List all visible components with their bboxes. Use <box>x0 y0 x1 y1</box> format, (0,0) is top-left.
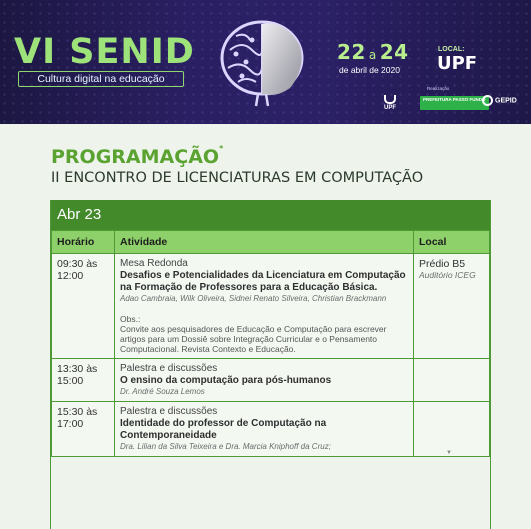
upf-logo-icon <box>375 95 405 115</box>
date-connector: a <box>368 48 377 62</box>
activity-kind: Palestra e discussões <box>120 363 218 374</box>
table-row <box>52 254 490 359</box>
gepid-ring-icon <box>482 95 493 106</box>
event-title: VI SENID <box>14 32 195 72</box>
place-detail: Auditório ICEG <box>419 270 476 280</box>
realizacao-label: Realização <box>427 86 450 91</box>
schedule-table <box>50 200 491 529</box>
place-cell <box>414 402 490 457</box>
date-start: 22 <box>337 40 366 64</box>
program-subtitle: II ENCONTRO DE LICENCIATURAS EM COMPUTAÇÃO <box>51 170 424 186</box>
program-title <box>51 143 224 168</box>
time-end: 17:00 <box>57 418 84 430</box>
time-start: 13:30 às <box>57 363 98 375</box>
activity-authors: Dra. Lilian da Silva Teixeira e Dra. Marcia Kniphoff da Cruz; <box>120 442 331 451</box>
date-end: 24 <box>379 40 409 64</box>
brain-circuit-icon <box>216 10 308 110</box>
time-cell <box>52 402 115 457</box>
schedule-grid <box>51 230 490 457</box>
day-header: Abr 23 <box>51 200 490 230</box>
column-header-row <box>52 231 490 254</box>
activity-authors: Dr. André Souza Lemos <box>120 387 205 396</box>
upf-logo-mark <box>384 95 396 104</box>
column-header-activity: Atividade <box>115 231 414 254</box>
location-label: LOCAL: <box>438 46 465 53</box>
activity-title: Identidade do professor de Computação na Contemporaneidade <box>120 418 327 441</box>
dropdown-caret-icon[interactable]: ▼ <box>446 450 452 456</box>
time-start: 15:30 às <box>57 406 98 418</box>
gepid-logo-text: GEPID <box>495 97 517 105</box>
place-cell <box>414 254 490 359</box>
place-cell <box>414 359 490 402</box>
spacer <box>120 304 408 314</box>
place-name: Prédio B5 <box>419 258 466 270</box>
program-title-text: PROGRAMAÇÃO <box>51 146 220 168</box>
time-start: 09:30 às <box>57 258 98 270</box>
activity-cell <box>115 359 414 402</box>
time-cell <box>52 359 115 402</box>
gepid-logo-icon <box>482 95 517 106</box>
activity-obs: Convite aos pesquisadores de Educação e Computação para escrever artigos para um Dossiê sobre Integração Curricular e o Pensamento Computacional. Revista Contexto e Educação. <box>120 324 387 354</box>
table-row <box>52 402 490 457</box>
table-row <box>52 359 490 402</box>
column-header-place: Local <box>414 231 490 254</box>
activity-cell <box>115 402 414 457</box>
program-panel <box>0 124 531 529</box>
program-title-mark: * <box>219 143 224 153</box>
activity-title: Desafios e Potencialidades da Licenciatura em Computação na Formação de Professores para a Educação Básica. <box>120 270 406 293</box>
event-dates <box>337 40 409 64</box>
time-end: 12:00 <box>57 270 84 282</box>
prefeitura-logo: PREFEITURA PASSO FUNDO <box>420 96 489 110</box>
time-end: 15:00 <box>57 375 84 387</box>
upf-logo-text: UPF <box>384 105 396 111</box>
location-value: UPF <box>437 53 478 74</box>
activity-obs-label: Obs.: <box>120 314 141 324</box>
time-cell <box>52 254 115 359</box>
event-banner <box>0 0 531 124</box>
activity-authors: Adao Cambraia, Wilk Oliveira, Sidnei Renato Silveira, Christian Brackmann <box>120 294 387 303</box>
event-subtitle: Cultura digital na educação <box>18 71 184 87</box>
activity-kind: Mesa Redonda <box>120 258 188 269</box>
activity-cell <box>115 254 414 359</box>
activity-title: O ensino da computação para pós-humanos <box>120 375 332 386</box>
event-month-year: de abril de 2020 <box>339 65 400 75</box>
column-header-time: Horário <box>52 231 115 254</box>
activity-kind: Palestra e discussões <box>120 406 218 417</box>
